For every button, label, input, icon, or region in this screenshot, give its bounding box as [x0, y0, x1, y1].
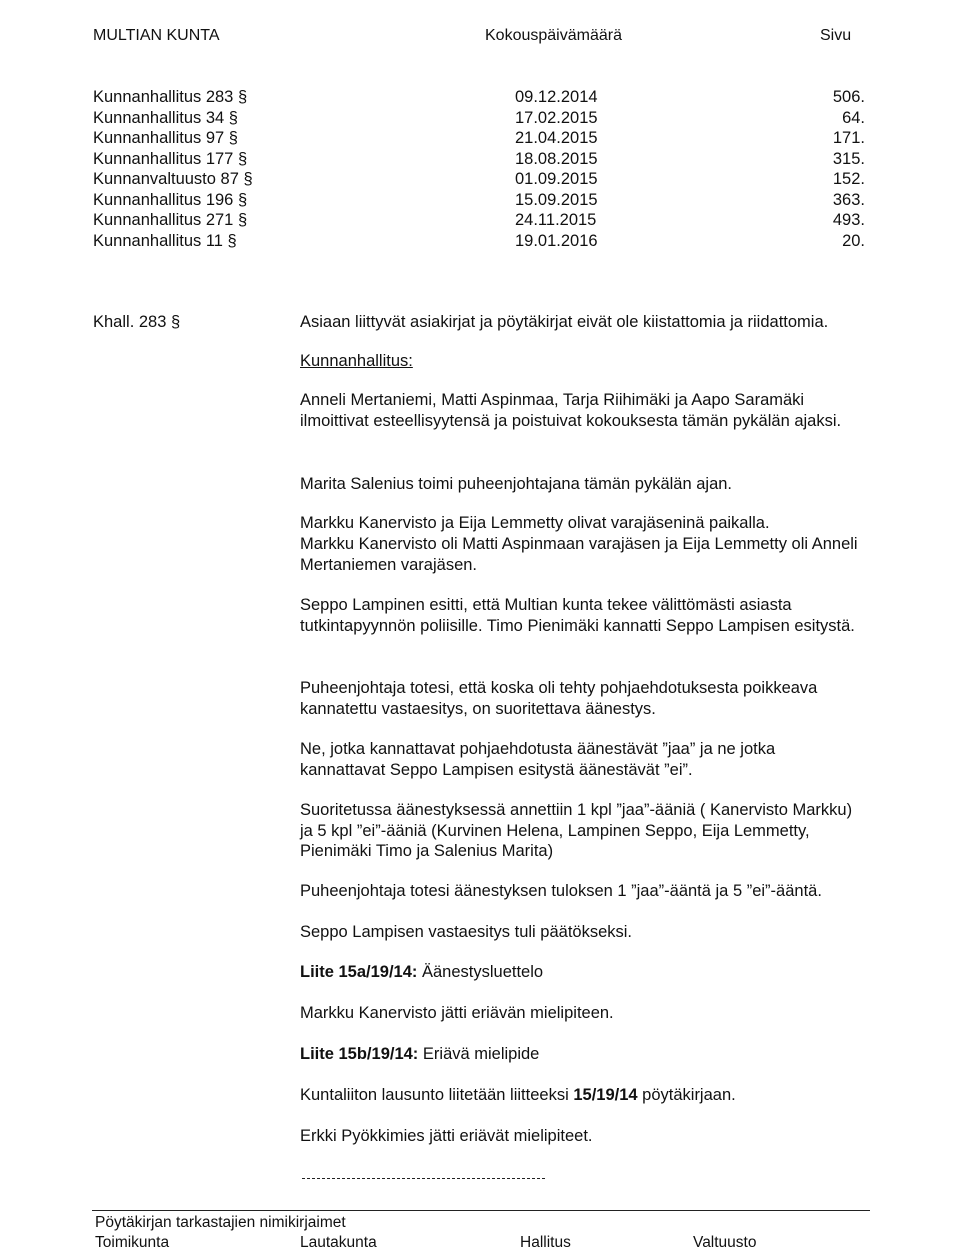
reference-label: Kunnanhallitus 97 §: [93, 129, 238, 147]
attachment-b: [300, 1044, 860, 1065]
paragraph-deputies: Markku Kanervisto ja Eija Lemmetty olivat varajäseninä paikalla.: [300, 514, 770, 532]
reference-label: Kunnanhallitus 196 §: [93, 190, 248, 209]
dissent-pyokkimies: Erkki Pyökkimies jätti eriävät mielipiteet.: [300, 1127, 593, 1145]
paragraph-recusals: Anneli Mertaniemi, Matti Aspinmaa, Tarja Riihimäki ja Aapo Saramäki ilmoittivat esteellisyytensä ja poistuivat kokouksesta tämän pykälän ajaksi.: [300, 391, 842, 430]
paragraph-chair: Marita Salenius toimi puheenjohtajana tämän pykälän ajan.: [300, 475, 733, 493]
reference-page: 20.: [842, 231, 865, 250]
separator-line: [302, 1178, 545, 1179]
signature-label: Pöytäkirjan tarkastajien nimikirjaimet: [95, 1214, 346, 1231]
paragraph-vote-needed: Puheenjohtaja totesi, että koska oli tehty pohjaehdotuksesta poikkeava kannatettu vastaesitys, on suoritettava äänestys.: [300, 679, 818, 718]
reference-date: 01.09.2015: [515, 170, 598, 188]
reference-page: 315.: [832, 149, 865, 168]
body-heading: Kunnanhallitus:: [300, 352, 413, 370]
paragraph-proposal: Seppo Lampinen esitti, että Multian kunta tekee välittömästi asiasta tutkintapyynnön poliisille. Timo Pienimäki kannatti Seppo Lampisen esitystä.: [300, 596, 855, 635]
attachment-b-label: Liite 15b/19/14:: [300, 1045, 419, 1063]
reference-date: 24.11.2015: [515, 211, 597, 229]
reference-page: 64.: [842, 108, 865, 127]
statement-ref: 15/19/14: [573, 1086, 638, 1104]
reference-page: 493.: [832, 211, 865, 229]
reference-label: Kunnanhallitus 11 §: [93, 231, 237, 250]
statement-line: [300, 1085, 860, 1106]
attachment-a-label: Liite 15a/19/14:: [300, 963, 418, 981]
reference-page: 171.: [832, 129, 865, 147]
dissent-kanervisto: Markku Kanervisto jätti eriävän mielipiteen.: [300, 1004, 614, 1022]
meeting-date-label: Kokouspäivämäärä: [485, 27, 622, 44]
statement-after: pöytäkirjaan.: [637, 1086, 736, 1104]
reference-page: 152.: [832, 170, 865, 188]
reference-label: Kunnanhallitus 177 §: [93, 149, 248, 168]
paragraph-deputies-detail: Markku Kanervisto oli Matti Aspinmaan varajäsen ja Eija Lemmetty oli Anneli Mertaniemen varajäsen.: [300, 535, 858, 574]
paragraph-decision: Seppo Lampisen vastaesitys tuli päätökseksi.: [300, 923, 633, 941]
attachment-a-text: Äänestysluettelo: [417, 963, 544, 981]
footer-body-lautakunta: Lautakunta: [300, 1234, 377, 1251]
section-label: Khall. 283 §: [93, 313, 181, 331]
reference-page: 506.: [832, 88, 865, 106]
reference-date: 18.08.2015: [515, 149, 598, 168]
paragraph-vote-tally: Puheenjohtaja totesi äänestyksen tuloksen 1 ”jaa”-ääntä ja 5 ”ei”-ääntä.: [300, 882, 822, 900]
section-intro: Asiaan liittyvät asiakirjat ja pöytäkirjat eivät ole kiistattomia ja riidattomia.: [300, 313, 829, 331]
reference-date: 15.09.2015: [515, 190, 598, 209]
reference-date: 09.12.2014: [515, 88, 598, 106]
attachment-b-text: Eriävä mielipide: [418, 1045, 540, 1063]
reference-label: Kunnanvaltuusto 87 §: [93, 170, 253, 188]
footer-body-valtuusto: Valtuusto: [693, 1234, 757, 1251]
reference-label: Kunnanhallitus 283 §: [93, 88, 248, 106]
statement-before: Kuntaliiton lausunto liitetään liitteeksi: [300, 1086, 574, 1104]
paragraph-vote-options: Ne, jotka kannattavat pohjaehdotusta äänestävät ”jaa” ja ne jotka kannattavat Seppo Lampisen esitystä äänestävät ”ei”.: [300, 740, 776, 779]
reference-date: 21.04.2015: [515, 129, 598, 147]
reference-label: Kunnanhallitus 34 §: [93, 108, 238, 127]
footer-body-toimikunta: Toimikunta: [95, 1234, 170, 1251]
attachment-a: [300, 962, 860, 983]
reference-date: 17.02.2015: [515, 108, 598, 127]
municipality-name: MULTIAN KUNTA: [93, 27, 220, 44]
reference-date: 19.01.2016: [515, 231, 598, 250]
reference-page: 363.: [832, 190, 865, 209]
paragraph-vote-result: Suoritetussa äänestyksessä annettiin 1 kpl ”jaa”-ääniä ( Kanervisto Markku) ja 5 kpl ”ei”-ääniä (Kurvinen Helena, Lampinen Seppo, Eija Lemmetty, Pienimäki Timo ja Salenius Marita): [300, 801, 853, 860]
page-label: Sivu: [820, 27, 852, 44]
reference-label: Kunnanhallitus 271 §: [93, 211, 248, 229]
footer-body-hallitus: Hallitus: [520, 1234, 571, 1251]
footer-rule: [92, 1210, 870, 1211]
